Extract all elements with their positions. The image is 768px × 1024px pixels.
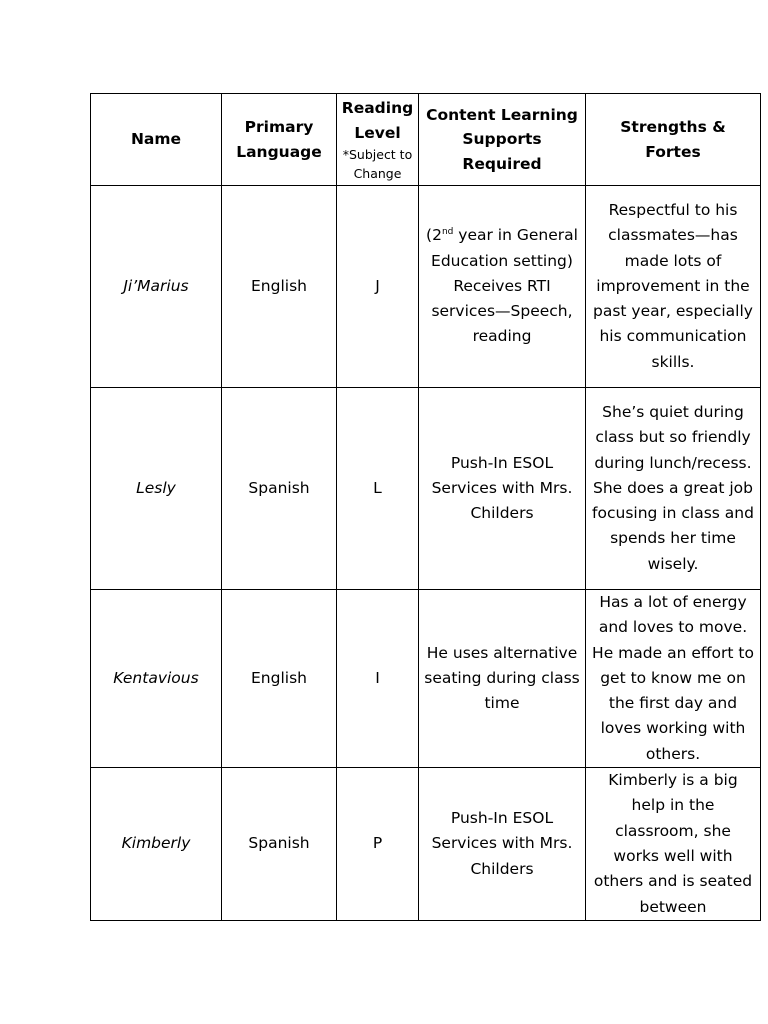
reading-level: J: [337, 186, 419, 388]
strengths-fortes: Kimberly is a big help in the classroom, she works well with others and is seated between: [586, 768, 761, 921]
learning-supports-text-start: (2: [426, 226, 442, 245]
student-name: Lesly: [91, 388, 222, 590]
primary-language: English: [222, 186, 337, 388]
table-row: [91, 768, 761, 921]
student-name: Kentavious: [91, 590, 222, 768]
ordinal-suffix: nd: [441, 227, 454, 238]
header-content-learning-supports: Content Learning Supports Required: [419, 94, 586, 186]
table-row: [91, 388, 761, 590]
header-row: [91, 94, 761, 186]
header-reading-level-note: *Subject to Change: [342, 147, 413, 181]
student-name: Ji’Marius: [91, 186, 222, 388]
primary-language: Spanish: [222, 768, 337, 921]
primary-language: English: [222, 590, 337, 768]
header-name: Name: [91, 94, 222, 186]
learning-supports: [419, 186, 586, 388]
reading-level: I: [337, 590, 419, 768]
strengths-fortes: Has a lot of energy and loves to move. He made an effort to get to know me on the first day and loves working with others.: [586, 590, 761, 768]
header-reading-level-label: Reading Level: [341, 99, 414, 142]
learning-supports: He uses alternative seating during class time: [419, 590, 586, 768]
table-row: [91, 590, 761, 768]
learning-supports: Push-In ESOL Services with Mrs. Childers: [419, 388, 586, 590]
reading-level: L: [337, 388, 419, 590]
strengths-fortes: She’s quiet during class but so friendly during lunch/recess. She does a great job focusing in class and spends her time wisely.: [586, 388, 761, 590]
learning-supports-text-rest: year in General Education setting) Receives RTI services—Speech, reading: [431, 226, 578, 346]
table-row: [91, 186, 761, 388]
student-profile-table: [90, 93, 761, 921]
primary-language: Spanish: [222, 388, 337, 590]
reading-level: P: [337, 768, 419, 921]
header-strengths-fortes: Strengths & Fortes: [586, 94, 761, 186]
learning-supports: Push-In ESOL Services with Mrs. Childers: [419, 768, 586, 921]
header-reading-level: [337, 94, 419, 186]
student-name: Kimberly: [91, 768, 222, 921]
header-primary-language: Primary Language: [222, 94, 337, 186]
strengths-fortes: Respectful to his classmates—has made lots of improvement in the past year, especially his communication skills.: [586, 186, 761, 388]
